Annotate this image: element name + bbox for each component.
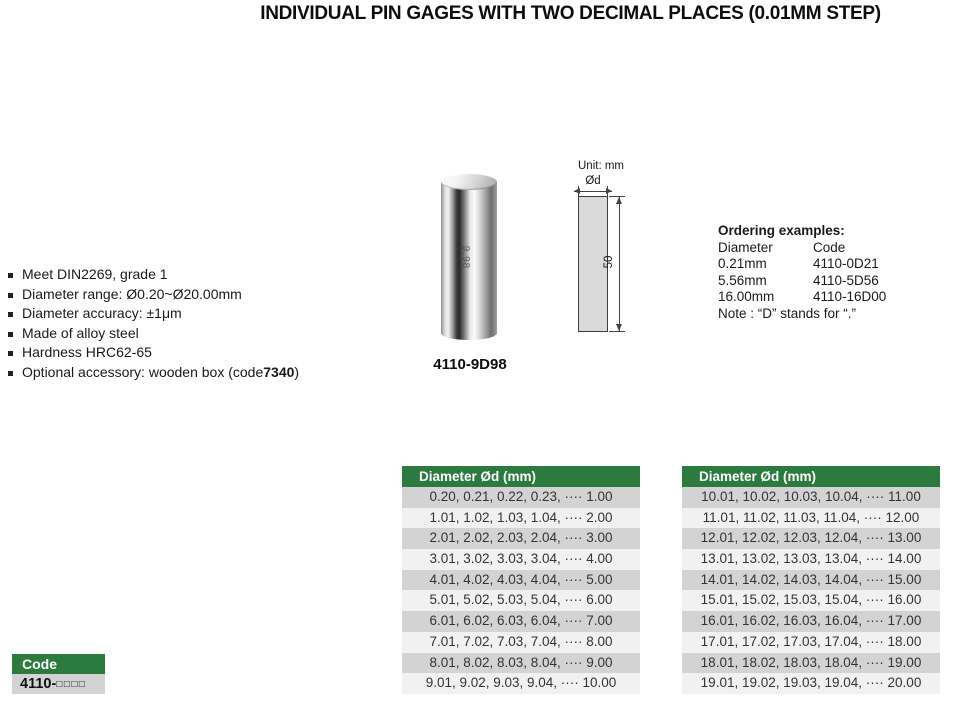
arrow-down-icon (616, 324, 622, 331)
feature-text: Meet DIN2269, grade 1 (22, 266, 168, 282)
table-body (402, 487, 640, 694)
table-row: 16.01, 16.02, 16.03, 16.04, ···· 17.00 (682, 611, 940, 632)
list-item (8, 344, 398, 364)
table-row: 5.01, 5.02, 5.03, 5.04, ···· 6.00 (402, 590, 640, 611)
table-row: 9.01, 9.02, 9.03, 9.04, ···· 10.00 (402, 673, 640, 694)
table-row: 0.20, 0.21, 0.22, 0.23, ···· 1.00 (402, 487, 640, 508)
table-row: 13.01, 13.02, 13.03, 13.04, ···· 14.00 (682, 549, 940, 570)
list-item (8, 364, 398, 384)
table-row: 4.01, 4.02, 4.03, 4.04, ···· 5.00 (402, 570, 640, 591)
table-row: 6.01, 6.02, 6.03, 6.04, ···· 7.00 (402, 611, 640, 632)
ordering-example-row (718, 273, 948, 290)
ordering-diameter: 0.21mm (718, 256, 767, 271)
extension-line-bottom (609, 331, 625, 332)
table-row: 8.01, 8.02, 8.03, 8.04, ···· 9.00 (402, 653, 640, 674)
pin-gage-photo (440, 174, 500, 342)
pin-top-face (441, 174, 497, 190)
table-header: Diameter Ød (mm) (402, 466, 640, 487)
table-row: 19.01, 19.02, 19.03, 19.04, ···· 20.00 (682, 673, 940, 694)
table-row: 14.01, 14.02, 14.03, 14.04, ···· 15.00 (682, 570, 940, 591)
bullet-square-icon (8, 351, 13, 356)
table-row: 12.01, 12.02, 12.03, 12.04, ···· 13.00 (682, 528, 940, 549)
list-item (8, 305, 398, 325)
feature-text: Hardness HRC62-65 (22, 344, 152, 360)
arrow-left-icon (574, 188, 580, 194)
table-row: 3.01, 3.02, 3.03, 3.04, ···· 4.00 (402, 549, 640, 570)
ordering-heading: Ordering examples: (718, 223, 845, 238)
ordering-col-code: Code (813, 239, 846, 255)
extension-line-right (607, 186, 608, 196)
feature-text: Optional accessory: wooden box (code (22, 363, 264, 380)
code-prefix: 4110- (20, 676, 57, 692)
drawing-unit-label: Unit: mm (578, 160, 624, 172)
code-placeholder-squares: □□□□ (56, 678, 87, 690)
ordering-col-diameter: Diameter (718, 239, 773, 255)
table-row: 11.01, 11.02, 11.03, 11.04, ···· 12.00 (682, 508, 940, 529)
ordering-diameter: 16.00mm (718, 289, 775, 304)
ordering-examples (718, 223, 948, 322)
ordering-code: 4110-16D00 (813, 289, 887, 304)
code-box-header: Code (12, 654, 105, 674)
arrow-up-icon (616, 197, 622, 204)
list-item (8, 266, 398, 286)
table-header: Diameter Ød (mm) (682, 466, 940, 487)
ordering-diameter: 5.56mm (718, 272, 767, 288)
ordering-note: Note : “D” stands for “.” (718, 305, 857, 321)
table-row: 2.01, 2.02, 2.03, 2.04, ···· 3.00 (402, 528, 640, 549)
pin-engraving-text: 9.98 (460, 245, 472, 270)
ordering-example-row (718, 256, 948, 273)
feature-text-bold: 7340 (263, 363, 295, 380)
page-title: INDIVIDUAL PIN GAGES WITH TWO DECIMAL PLACES (0.01MM STEP) (260, 3, 881, 24)
table-row: 17.01, 17.02, 17.03, 17.04, ···· 18.00 (682, 632, 940, 653)
product-code-label: 4110-9D98 (433, 356, 507, 373)
table-row: 10.01, 10.02, 10.03, 10.04, ···· 11.00 (682, 487, 940, 508)
diameter-table-right (682, 466, 940, 694)
ordering-columns-row (718, 240, 948, 257)
drawing-diameter-label: Ød (585, 175, 601, 187)
ordering-example-row (718, 289, 948, 306)
bullet-square-icon (8, 273, 13, 278)
code-box (12, 654, 105, 694)
feature-text: Made of alloy steel (22, 324, 139, 341)
feature-text: Diameter accuracy: ±1μm (22, 305, 182, 321)
bullet-square-icon (8, 293, 13, 298)
table-body (682, 487, 940, 694)
list-item (8, 286, 398, 306)
code-box-value (12, 674, 105, 694)
table-row: 7.01, 7.02, 7.03, 7.04, ···· 8.00 (402, 632, 640, 653)
table-row: 15.01, 15.02, 15.03, 15.04, ···· 16.00 (682, 590, 940, 611)
diameter-table-left (402, 466, 640, 694)
feature-list (8, 266, 398, 383)
length-dimension-line (619, 197, 620, 331)
table-row: 1.01, 1.02, 1.03, 1.04, ···· 2.00 (402, 508, 640, 529)
extension-line-left (578, 186, 579, 196)
ordering-code: 4110-5D56 (813, 272, 879, 288)
bullet-square-icon (8, 332, 13, 337)
table-row: 18.01, 18.02, 18.03, 18.04, ···· 19.00 (682, 653, 940, 674)
bullet-square-icon (8, 371, 13, 376)
feature-text: Diameter range: Ø0.20~Ø20.00mm (22, 285, 242, 302)
ordering-code: 4110-0D21 (813, 256, 879, 271)
list-item (8, 325, 398, 345)
bullet-square-icon (8, 312, 13, 317)
drawing-length-label: 50 (603, 255, 615, 269)
feature-text-after: ) (294, 363, 300, 380)
